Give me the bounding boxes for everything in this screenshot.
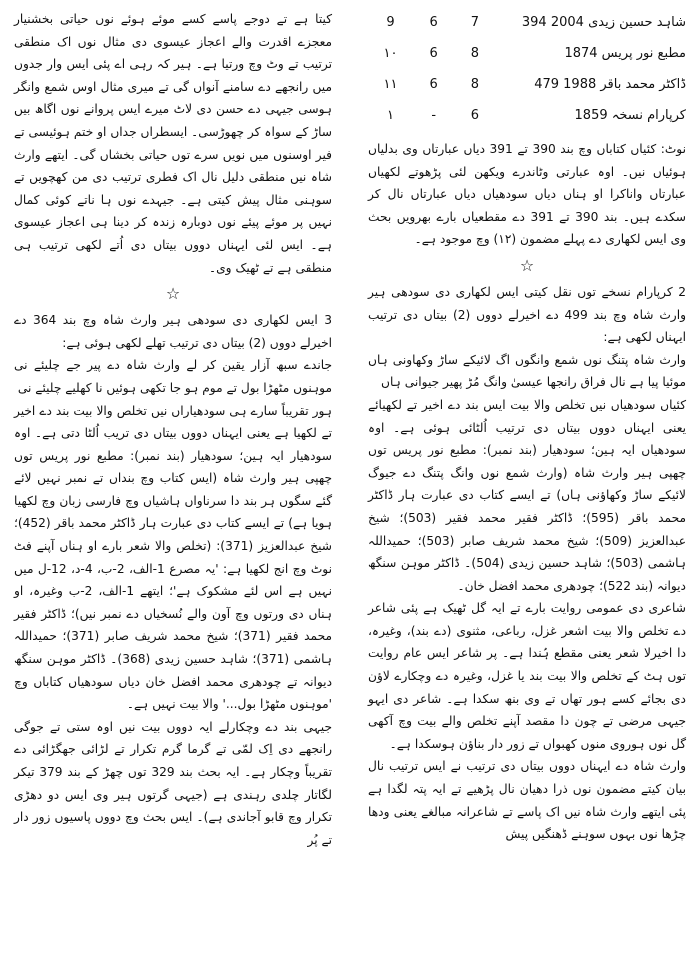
edition-value-a: 6 [470,108,480,124]
edition-value-b: - [431,108,437,124]
note-paragraph: نوٹ: کئیاں کتاباں وچ بند 390 تے 391 دیاں عبارتاں وی بدلیاں ہوئیاں نیں۔ اوہ عبارتی وٹاندرے ویکھن لئی پڑھوتے لکھیاں عبارتاں واناکرا او ہناں دیاں سودھیاں دیاں عبارتاں نال کر سکدے ہیں۔ بند 390 تے 391 دے مقطعیاں بارے بھرویں بحث وی ایس لکھاری دے پہلے مضمون (۱۲) وچ موجود ہے۔ [368,142,687,247]
section-3-intro: 3 ایس لکھاری دی سودھی ہیر وارث شاہ وچ بند 364 دے اخیرلے دووں (2) بیتاں دی ترتیب تھلے لکھی ہوئی ہے: [14,313,333,350]
edition-name: شاہد حسین زیدی 2004 394 [521,15,686,31]
edition-value-a: 8 [470,77,480,93]
edition-value-b: 6 [429,15,438,31]
edition-value-b: 6 [429,77,438,93]
table-row [368,39,686,70]
table-row [368,70,686,101]
edition-value-a: 7 [470,15,480,31]
paragraph: کیتا ہے تے دوجے پاسے کسے موئے ہوئے نوں حیاتی بخشنیار معجزے اقدرت والے اعجاز عیسوی دی مثال نوں اک منطقی ترتیب تے وٹ وچ ورتیا ہے۔ ہیر کہ رہی اے پئی ایس وار جدوں میں رانجھے دے سامنے آنواں گی تے میری مثال اوس شمع وانگر ہوسی جیہی دے حسن دی لاٹ میرے ایس پروانے نوں اگاھ بیں ساڑ کے سواہ کر چھوڑسی۔ ایسطراں جداں او ختم ہوئیسی تے فیر اوسنوں میں نویں سرے توں حیاتی بخشاں گی۔ ایتھے وارث شاہ نیں منطقی دلیل نال اک فطری ترتیب دی من کھچویں تے سوہنی مثال پیش کیتی ہے۔ جیہدے نوں ہا ناتے کوئی کمال نہیں پر موئے پیئے نوں دوبارہ زندہ کر دینا ہی اعجاز عیسوی ہے۔ ایس لئی ایہناں دووں بیتاں دی اُتے لکھی ترتیب ہی منطقی ہے تے ٹھیک وی۔ [14,12,332,275]
edition-name: ڈاکٹر محمد باقر 1988 479 [534,77,686,93]
table-row [368,101,686,132]
right-column [368,8,686,846]
paragraph: کئیاں سودھیاں نیں تخلص والا بیت ایس بند دے اخیر تے لکھیائے یعنی ایہناں دووں بیتاں دی ترتیب اُلٹائی ہوئی ہے۔ اوہ سودھیاں ایہ ہین؛ سودھیار (بند نمبر): مطبع نور پریس توں چھپی ہیر وارث شاہ (وارث شمع نوں وانگ پتنگ دے جیوگ لائیکے ساڑ وکھاؤنی ہاں) تے ایسے کتاب دی عبارت ہار ڈاکٹر محمد باقر (595)؛ ڈاکٹر فقیر محمد فقیر (503)؛ شیخ عبدالعزیز (509)؛ شیخ محمد شریف صابر (503)؛ حمیداللہ ہاشمی (503)؛ شاہد حسین زیدی (504)۔ ڈاکٹر موہن سنگھ دیوانہ (بند 522)؛ چودھری محمد افضل خان۔ [368,397,686,593]
paragraph: وارث شاہ دے ایہناں دووں بیتاں دی ترتیب نے ایس ترتیب نال بیان کیتے مضمون نوں ذرا دھیان نال پڑھیے تے ایہ پتہ لگدا ہے پئی ایتھے وارث شاہ نیں اک پاسے تے شاعرانہ مبالغے یعنی ودھا چڑھا نوں بہوں سوہنے ڈھنگیں پیش [368,759,686,842]
edition-index: 9 [386,15,395,31]
star-separator-icon: ☆ [519,255,535,275]
edition-index: ۱۰ [383,46,398,62]
left-column [14,8,332,851]
section-2-intro: 2 کرپارام نسخے توں نقل کیتی ایس لکھاری دی سودھی ہیر وارث شاہ وچ بند 499 دے اخیرلے دووں (2) بیتاں دی ترتیب ایہناں لکھی ہے: [368,284,686,345]
paragraph: جیہی بند دے وچکارلے ایہ دووں بیت نیں اوہ ستی تے جوگی رانجھے دی اِک لمّی تے گرما گرم تکرار تے لڑائی جھگڑائی دے تقریباً وچکار ہے۔ ایہ بحث بند 329 توں چھڑ کے بند 379 تیکر لگاتار چلدی رہندی ہے (جیہی گرتوں ہیر وی ایس دو دھڑی تکرار وچ قابو آجاندی ہے)۔ ایس بحث وچ دووں پاسیوں زور دار تے پُر [14,719,333,847]
edition-value-b: 6 [429,46,438,62]
paragraph: شاعری دی عمومی روایت بارے تے ایہ گل ٹھیک ہے پئی شاعر دے تخلص والا بیت اشعر غزل، رباعی، مثنوی (دے بند)، وغیرہ، دا اخیرلا شعر یعنی مقطع ہُندا ہے۔ پر شاعر ایس عام روایت توں ہٹ کے تخلص والا بیت بند یا غزل، وغیرہ دے وچکارے لاؤن دی بجائے کسے ہور تھاں تے وی بنھ سکدا ہے۔ شاعر دی ایہو جیہی مرضی تے چون دا مقصد آپنے تخلص والے بیت وچ آکھی گل نوں ہوروی منوں کھبواں تے زور دار بناؤن ہوسکدا ہے۔ [368,601,686,751]
edition-index: ۱۱ [383,77,398,93]
edition-list [368,8,686,132]
edition-name: مطبع نور پریس 1874 [564,46,686,62]
edition-index: ۱ [387,108,394,124]
verse-quote: وارث شاہ پتنگ نوں شمع وانگوں اگ لائیکے ساڑ وکھاونی ہاں موئیا پیا ہے نال فراق رانجھا عیسیٰ وانگ مُڑ پھیر جیوانی ہاں [368,352,686,390]
verse-quote: جاندے سبھ آزار یقین کر لے وارث شاہ دے پیر جے چلیئے نی موہنوں مٹھڑا بول تے موم ہو جا تکھی ہوئیں نا کھلیے چلیئے نی [14,358,332,395]
table-row [368,8,686,39]
paragraph: ہور تقریباً سارے ہی سودھیاراں نیں تخلص والا بیت بند دے اخیر تے لکھیا ہے یعنی ایہناں دووں بیتاں دی تریب اُلٹا دتی ہے۔ اوہ سودھیار ایہ ہین؛ سودھیار (بند نمبر): مطبع نور پریس توں چھپی ہیر وارث شاہ (ایس کتاب وچ بنداں تے نمبر نہیں لائے گئے سگوں ہر بند دا سرناواں ہاشیاں وچ فارسی زبان وچ لکھیا ہویا ہے) تے ایسے کتاب دی عبارت ہار ڈاکٹر محمد باقر (452)؛ شیخ عبدالعزیز (371): (تخلص والا شعر بارے او ہناں آپنے فٹ نوٹ وچ انج لکھیا ہے: 'یہ مصرع 1-الف، 2-ب، 4-د، 12-ل میں نہیں ہے اس لئے مشکوک ہے'؛ ایتھے 1-الف، 2-ب وغیرہ، او ہناں دی ورتوں وچ آون والے نُسخیاں دے نمبر نیں)؛ ڈاکٹر فقیر محمد فقیر (371)؛ شیخ محمد شریف صابر (371)؛ حمیداللہ ہاشمی (371)؛ شاہد حسین زیدی (368)۔ ڈاکٹر موہن سنگھ دیوانہ تے چودھری محمد افضل خان دیاں سودھیاں کتاباں وچ 'موہنوں مٹھڑا بول...' والا بیت نہیں ہے۔ [14,403,332,712]
star-separator-icon: ☆ [165,284,181,304]
edition-name: کرپارام نسخہ 1859 [574,108,686,124]
edition-value-a: 8 [470,46,480,62]
